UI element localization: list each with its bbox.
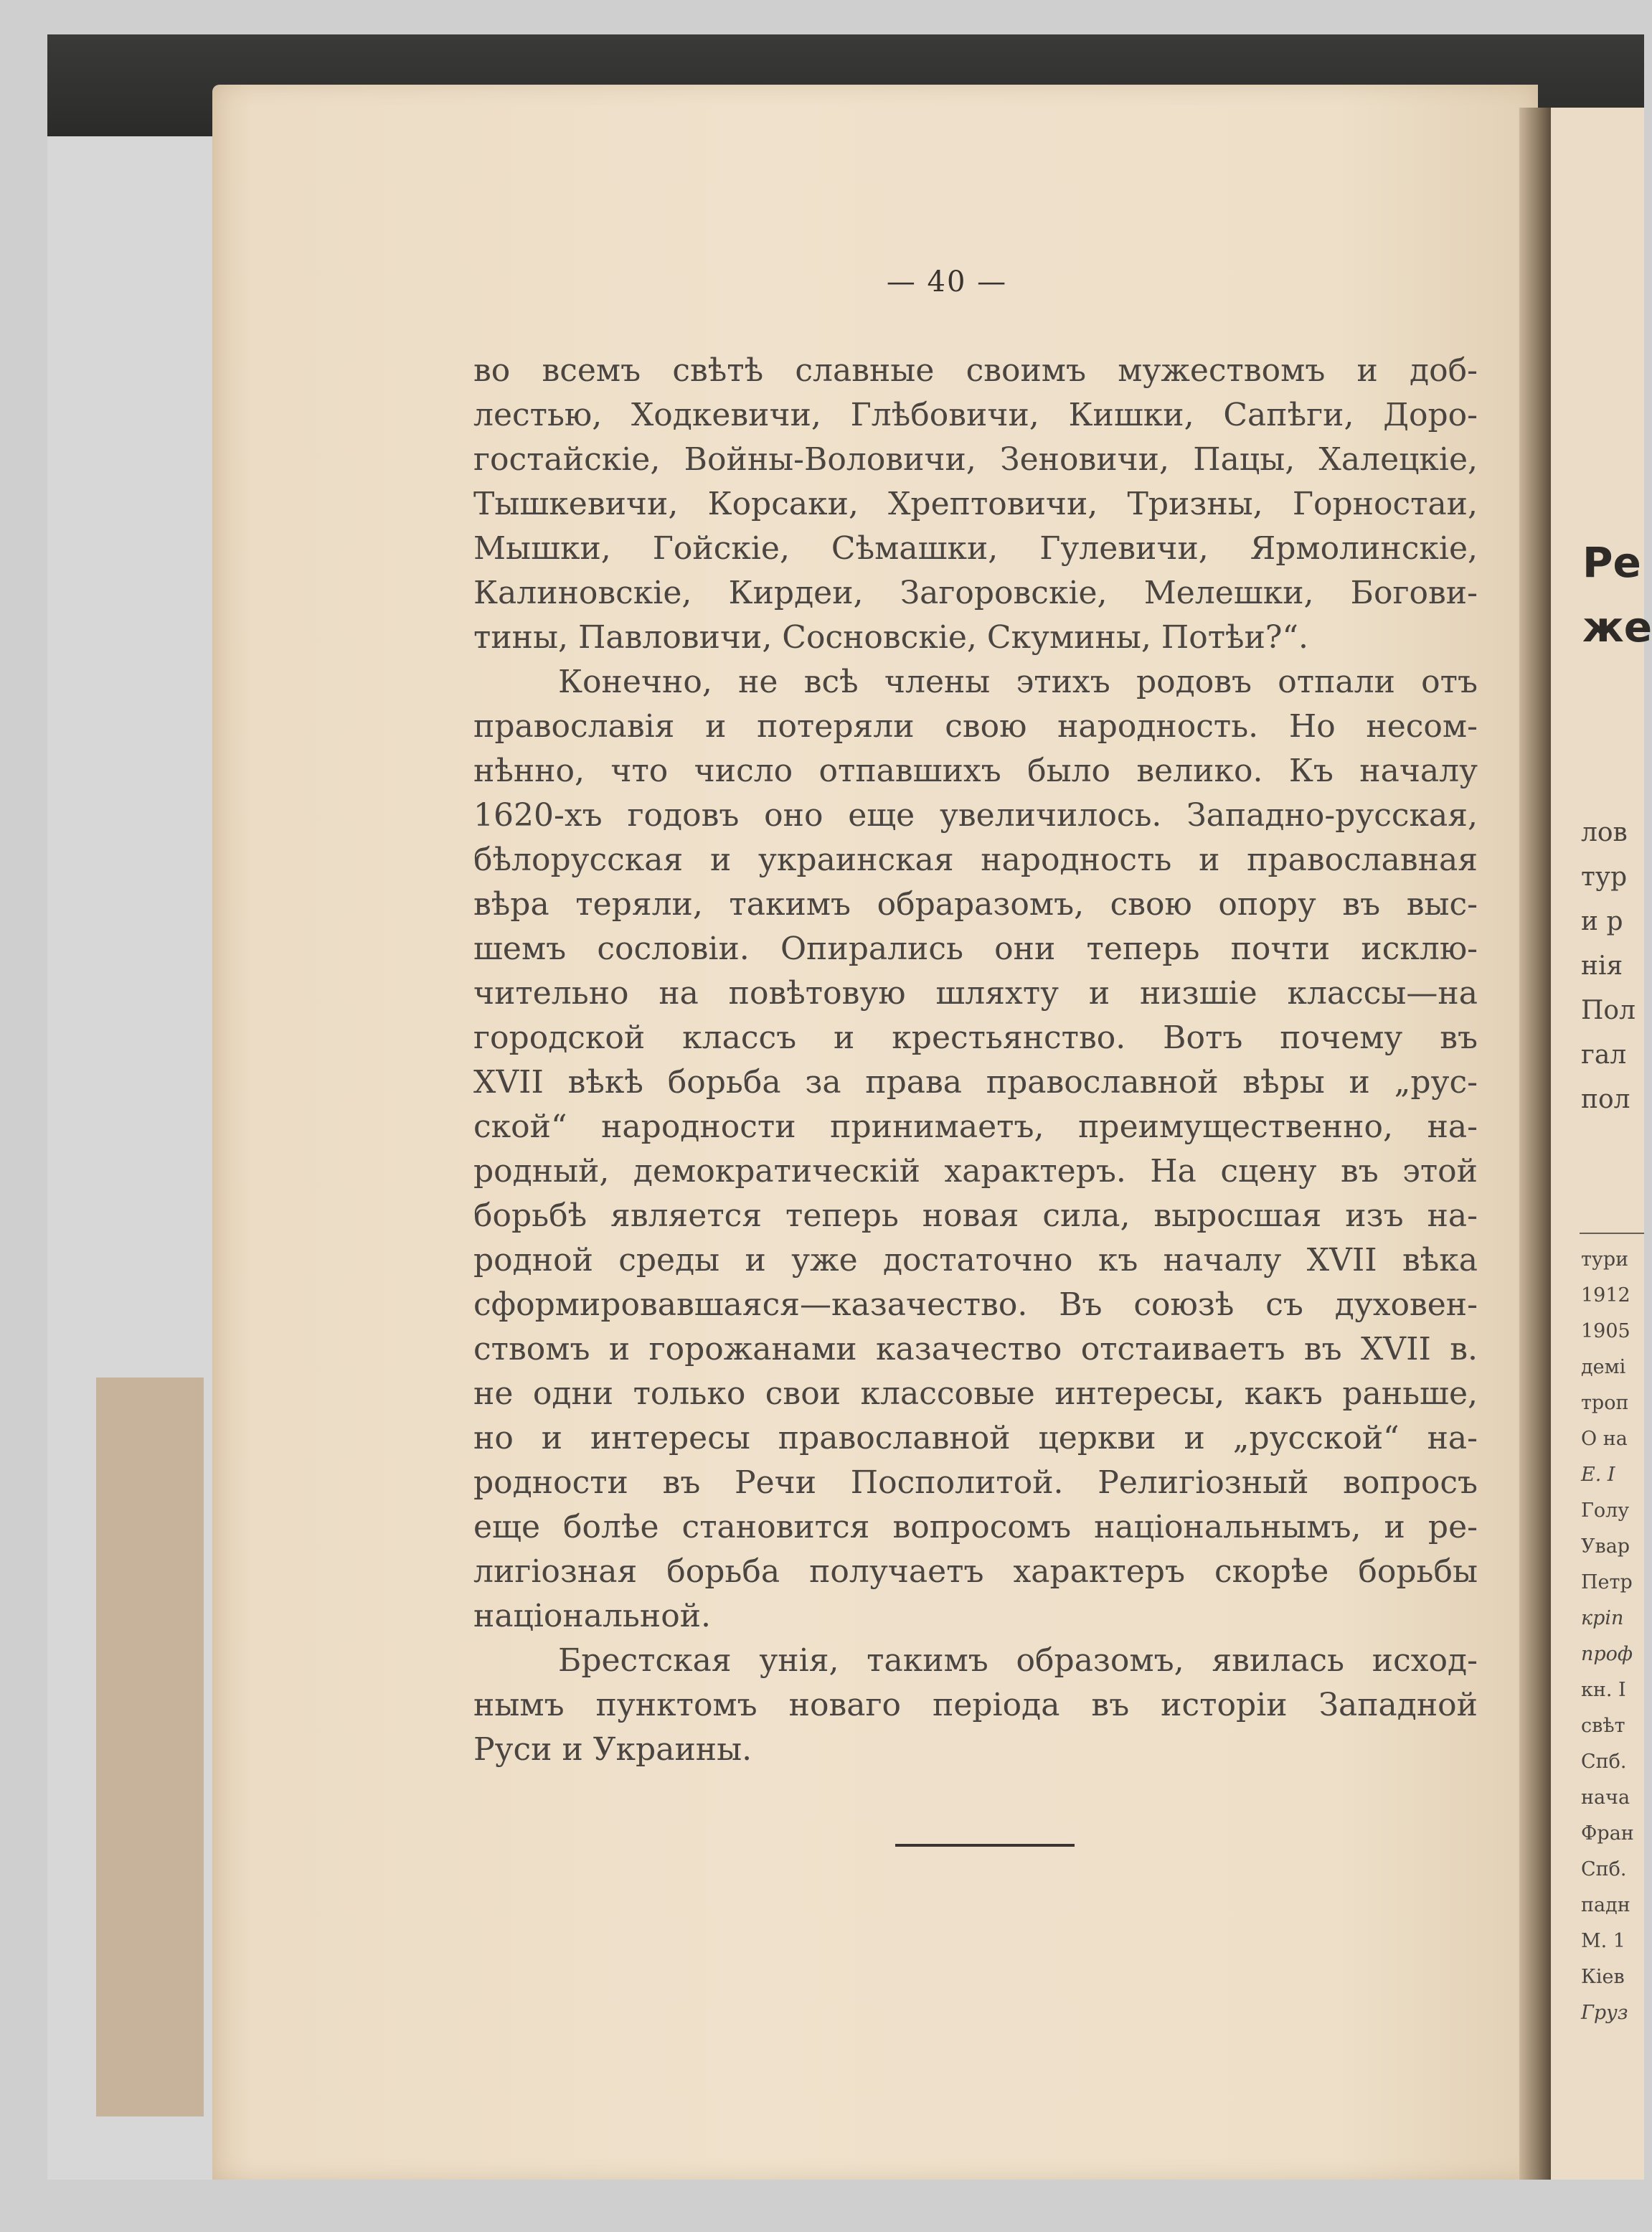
footnote-line: Петр	[1581, 1571, 1633, 1593]
footnote-line: Голу	[1581, 1499, 1630, 1522]
footnote-line: О на	[1581, 1428, 1628, 1450]
text-line: шемъ сословіи. Опирались они теперь почти исклю-	[473, 931, 1478, 967]
text-line: нѣнно, что число отпавшихъ было велико. Къ началу	[473, 753, 1478, 789]
footnote-line: Е. І	[1581, 1464, 1615, 1486]
text-line: православія и потеряли свою народность. Но несом-	[473, 708, 1478, 745]
text-line: Брестская унія, такимъ образомъ, явилась исход-	[558, 1642, 1478, 1679]
text-line: городской классъ и крестьянство. Вотъ почему въ	[473, 1020, 1478, 1056]
text-line: нымъ пунктомъ новаго періода въ исторіи Западной	[473, 1687, 1478, 1723]
footnote-line: проф	[1581, 1643, 1633, 1665]
footnote-line: тури	[1581, 1248, 1629, 1271]
text-line: еще болѣе становится вопросомъ національнымъ, и ре-	[473, 1509, 1478, 1545]
text-line: Мышки, Гойскіе, Сѣмашки, Гулевичи, Ярмолинскіе,	[473, 530, 1478, 567]
next-page-line: пол	[1581, 1085, 1630, 1114]
page-number: — 40 —	[886, 265, 1008, 298]
footnote-line: 1905	[1581, 1320, 1630, 1342]
text-line: Руси и Украины.	[473, 1731, 752, 1768]
footnote-rule	[1580, 1233, 1644, 1234]
text-line: гостайскіе, Войны-Воловичи, Зеновичи, Пацы, Халецкіе,	[473, 441, 1478, 478]
next-page-line: лов	[1581, 818, 1628, 847]
text-line: бѣлорусская и украинская народность и православная	[473, 842, 1478, 878]
text-line: XVII вѣкѣ борьба за права православной вѣры и „рус-	[473, 1064, 1478, 1101]
footnote-line: М. 1	[1581, 1930, 1625, 1952]
text-line: родности въ Речи Посполитой. Религіозный вопросъ	[473, 1464, 1478, 1501]
text-line: Конечно, не всѣ члены этихъ родовъ отпали отъ	[558, 664, 1478, 700]
text-line: чительно на повѣтовую шляхту и низшіе классы—на	[473, 975, 1478, 1012]
text-line: Калиновскіе, Кирдеи, Загоровскіе, Мелешки, Богови-	[473, 575, 1478, 611]
footnote-line: свѣт	[1581, 1715, 1625, 1737]
text-line: во всемъ свѣтѣ славные своимъ мужествомъ и доб-	[473, 352, 1478, 389]
next-page-line: тур	[1581, 862, 1628, 892]
text-line: лестью, Ходкевичи, Глѣбовичи, Кишки, Сапѣги, Доро-	[473, 397, 1478, 433]
text-line: не одни только свои классовые интересы, какъ раньше,	[473, 1375, 1478, 1412]
next-page-line: гал	[1581, 1040, 1627, 1070]
next-page-fragment	[1551, 108, 1652, 2180]
footnote-line: кріп	[1581, 1607, 1624, 1629]
footnote-line: нача	[1581, 1786, 1630, 1809]
footnote-line: Спб.	[1581, 1858, 1627, 1880]
text-line: національной.	[473, 1598, 712, 1634]
text-line: 1620-хъ годовъ оно еще увеличилось. Западно-русская,	[473, 797, 1478, 834]
body-text	[473, 349, 1478, 1772]
text-line: но и интересы православной церкви и „русской“ на-	[473, 1420, 1478, 1456]
text-line: тины, Павловичи, Сосновскіе, Скумины, Потѣи?“.	[473, 619, 1308, 656]
end-rule	[895, 1844, 1075, 1847]
footnote-line: 1912	[1581, 1284, 1630, 1306]
left-margin-strip	[96, 1378, 204, 2116]
text-line: ской“ народности принимаетъ, преимущественно, на-	[473, 1108, 1478, 1145]
next-page-heading: же	[1582, 603, 1652, 651]
footnote-line: Кіев	[1581, 1966, 1625, 1988]
text-line: родный, демократическій характеръ. На сцену въ этой	[473, 1153, 1478, 1190]
text-line: ствомъ и горожанами казачество отстаиваетъ въ XVII в.	[473, 1331, 1478, 1367]
footnote-line: Груз	[1581, 2002, 1628, 2024]
text-line: борьбѣ является теперь новая сила, выросшая изъ на-	[473, 1197, 1478, 1234]
footnote-line: падн	[1581, 1894, 1630, 1916]
footnote-line: кн. І	[1581, 1679, 1626, 1701]
next-page-heading: Ре	[1582, 538, 1641, 587]
footnote-line: Спб.	[1581, 1751, 1627, 1773]
next-page-line: нія	[1581, 951, 1623, 981]
footnote-line: демі	[1581, 1356, 1626, 1378]
footnote-line: троп	[1581, 1392, 1629, 1414]
text-line: лигіозная борьба получаетъ характеръ скорѣе борьбы	[473, 1553, 1478, 1590]
footnote-line: Увар	[1581, 1535, 1630, 1558]
next-page-line: и р	[1581, 907, 1623, 936]
footnote-line: Фран	[1581, 1822, 1634, 1845]
text-line: вѣра теряли, такимъ обраразомъ, свою опору въ выс-	[473, 886, 1478, 923]
text-line: сформировавшаяся—казачество. Въ союзѣ съ духовен-	[473, 1286, 1478, 1323]
next-page-line: Пол	[1581, 996, 1636, 1025]
text-line: Тышкевичи, Корсаки, Хрептовичи, Тризны, Горностаи,	[473, 486, 1478, 522]
text-line: родной среды и уже достаточно къ началу XVII вѣка	[473, 1242, 1478, 1279]
book-gutter	[1519, 108, 1551, 2180]
